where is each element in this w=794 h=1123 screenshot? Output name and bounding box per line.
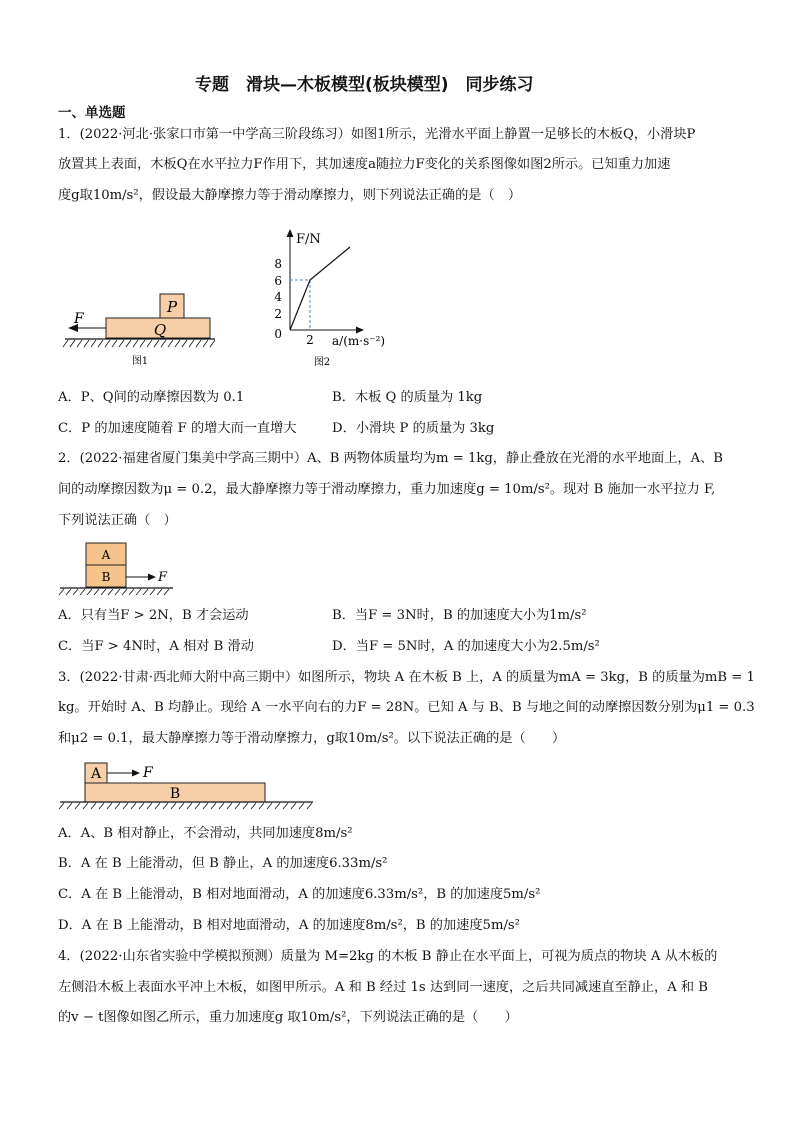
page-title: 专题 滑块—木板模型(板块模型) 同步练习: [195, 75, 534, 95]
q1-option-b: B．木板 Q 的质量为 1kg: [332, 390, 483, 405]
q4-line-1: 4．(2022·山东省实验中学模拟预测）质量为 M=2kg 的木板 B 静止在水平面上，可视为质点的物块 A 从木板的: [58, 949, 718, 964]
q1-figure-2: [270, 225, 400, 375]
fig1-force-label: F: [74, 311, 84, 327]
q2-option-b: B．当F = 3N时，B 的加速度大小为1m/s²: [332, 608, 587, 623]
fig2-ytick-0: 0: [274, 327, 282, 341]
fig2-curve: [290, 247, 350, 330]
q3-line-1: 3．(2022·甘肃·西北师大附中高三期中）如图所示，物块 A 在木板 B 上，A 的质量为mA = 3kg，B 的质量为mB = 1: [58, 670, 755, 685]
q1-option-c: C．P 的加速度随着 F 的增大而一直增大: [58, 421, 297, 436]
q4-line-3: 的v − t图像如图乙所示，重力加速度g 取10m/s²，下列说法正确的是（ ）: [58, 1010, 518, 1025]
q3-option-b: B．A 在 B 上能滑动，但 B 静止，A 的加速度6.33m/s²: [58, 856, 388, 871]
q2-block-a-label: A: [101, 548, 111, 562]
q1-line-2: 放置其上表面，木板Q在水平拉力F作用下，其加速度a随拉力F变化的关系图像如图2所示。已知重力加速: [58, 157, 671, 172]
fig2-xtick-2: 2: [306, 333, 314, 347]
q3-line-3: 和μ2 = 0.1，最大静摩擦力等于滑动摩擦力，g取10m/s²。以下说法正确的是（ ）: [58, 731, 566, 746]
fig2-ytick-8: 8: [274, 257, 282, 271]
q1-option-a: A．P、Q间的动摩擦因数为 0.1: [58, 390, 245, 405]
q3-line-2: kg。开始时 A、B 均静止。现给 A 一水平向右的力F = 28N。已知 A 与 B、B 与地之间的动摩擦因数分别为μ1 = 0.3: [58, 700, 755, 715]
section-heading: 一、单选题: [58, 105, 126, 121]
q3-block-b-label: B: [169, 786, 181, 802]
q2-option-c: C．当F > 4N时，A 相对 B 滑动: [58, 639, 254, 654]
q3-option-a: A．A、B 相对静止，不会滑动，共同加速度8m/s²: [58, 826, 353, 841]
fig2-ylabel: F/N: [296, 232, 321, 247]
q4-line-2: 左侧沿木板上表面水平冲上木板，如图甲所示。A 和 B 经过 1s 达到同一速度，之后共同减速直至静止，A 和 B: [58, 980, 708, 995]
q2-option-d: D．当F = 5N时，A 的加速度大小为2.5m/s²: [332, 639, 600, 654]
q3-figure: [58, 760, 318, 810]
q1-line-1: 1．(2022·河北·张家口市第一中学高三阶段练习）如图1所示，光滑水平面上静置一足够长的木板Q，小滑块P: [58, 127, 696, 142]
fig1-block-q-label: Q: [153, 321, 167, 339]
q1-figure-1: [60, 290, 220, 370]
fig2-ytick-2: 2: [274, 307, 282, 321]
q3-option-c: C．A 在 B 上能滑动，B 相对地面滑动，A 的加速度6.33m/s²，B 的加速度5m/s²: [58, 887, 541, 902]
q2-line-1: 2．(2022·福建省厦门集美中学高三期中）A、B 两物体质量均为m = 1kg，静止叠放在光滑的水平地面上，A、B: [58, 451, 723, 466]
fig2-ytick-4: 4: [274, 290, 282, 304]
fig2-xlabel: a/(m·s⁻²): [332, 334, 386, 348]
fig2-ytick-6: 6: [274, 274, 282, 288]
q1-line-3: 度g取10m/s²，假设最大静摩擦力等于滑动摩擦力，则下列说法正确的是（ ）: [58, 188, 522, 203]
q3-option-d: D．A 在 B 上能滑动，B 相对地面滑动，A 的加速度8m/s²，B 的加速度5m/s²: [58, 918, 520, 933]
q2-line-2: 间的动摩擦因数为μ = 0.2，最大静摩擦力等于滑动摩擦力，重力加速度g = 10m/s²。现对 B 施加一水平拉力 F,: [58, 482, 716, 497]
q1-option-d: D．小滑块 P 的质量为 3kg: [332, 421, 495, 436]
q2-line-3: 下列说法正确（ ）: [58, 513, 177, 528]
fig2-caption: 图2: [313, 357, 331, 368]
q2-force-label: F: [158, 570, 168, 585]
q2-option-a: A．只有当F > 2N，B 才会运动: [58, 608, 249, 623]
q3-block-a-label: A: [90, 766, 102, 782]
fig1-caption: 图1: [131, 356, 149, 367]
fig1-block-p-label: P: [166, 298, 178, 316]
q3-force-label: F: [143, 765, 153, 781]
q2-figure: [58, 540, 188, 600]
q2-block-b-label: B: [101, 570, 111, 584]
